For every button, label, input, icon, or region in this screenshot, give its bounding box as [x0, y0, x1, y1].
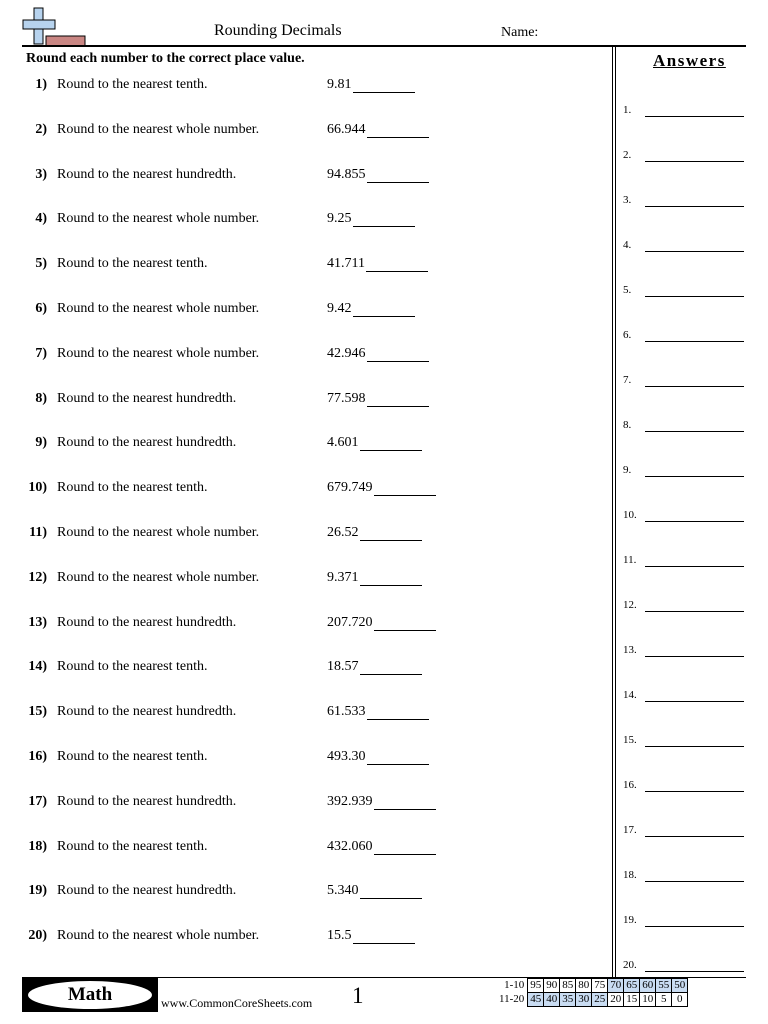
answer-line — [623, 464, 745, 480]
score-row-label: 1-10 — [504, 979, 525, 991]
score-cell: 0 — [672, 993, 688, 1007]
problem-number-value: 9.81 — [327, 77, 352, 92]
problem-text: Round to the nearest hundredth. — [57, 793, 237, 809]
problem-value — [327, 77, 415, 93]
problem-row — [0, 391, 612, 411]
score-cell: 55 — [656, 979, 672, 993]
answer-line — [623, 779, 745, 795]
answer-blank[interactable] — [360, 884, 422, 899]
answer-field[interactable] — [645, 746, 744, 747]
problem-value — [327, 480, 436, 496]
problem-value — [327, 391, 429, 407]
score-cell: 95 — [528, 979, 544, 993]
problem-row — [0, 570, 612, 590]
problem-number: 9) — [35, 435, 47, 451]
answer-line — [623, 959, 745, 975]
answer-number: 7. — [623, 374, 632, 386]
answer-number: 19. — [623, 914, 637, 926]
answer-blank[interactable] — [374, 481, 436, 496]
problem-number: 16) — [28, 749, 47, 764]
problem-number-value: 66.944 — [327, 121, 366, 137]
problem-number: 15) — [28, 704, 47, 720]
answer-field[interactable] — [645, 431, 744, 432]
problem-row — [0, 256, 612, 276]
score-table — [499, 978, 688, 1007]
answer-number: 1. — [623, 104, 632, 116]
problem-text: Round to the nearest whole number. — [57, 121, 260, 137]
problem-value — [327, 794, 436, 810]
problem-number: 13) — [28, 614, 47, 630]
answer-field[interactable] — [645, 521, 744, 522]
problem-number-value: 94.855 — [327, 166, 366, 182]
problem-number-value: 9.25 — [327, 211, 352, 227]
problem-text: Round to the nearest hundredth. — [57, 883, 237, 899]
problem-row — [0, 480, 612, 500]
score-cell: 5 — [656, 993, 672, 1007]
answer-blank[interactable] — [367, 347, 429, 362]
problem-text: Round to the nearest hundredth. — [57, 704, 237, 720]
answer-line — [623, 554, 745, 570]
score-cell: 10 — [640, 993, 656, 1007]
problem-number: 12) — [28, 569, 47, 585]
answer-line — [623, 329, 745, 345]
problem-number-value: 61.533 — [327, 704, 366, 720]
score-cell: 40 — [544, 993, 560, 1007]
answer-line — [623, 509, 745, 525]
problem-value — [327, 704, 429, 720]
problem-text: Round to the nearest whole number. — [57, 345, 260, 361]
answer-number: 5. — [623, 284, 632, 296]
problem-row — [0, 704, 612, 724]
problem-number: 5) — [35, 256, 47, 272]
problem-row — [0, 749, 612, 769]
problem-row — [0, 659, 612, 679]
answer-line — [623, 914, 745, 930]
answer-blank[interactable] — [360, 660, 422, 675]
answer-field[interactable] — [645, 251, 744, 252]
problem-value — [327, 167, 429, 183]
answer-line — [623, 824, 745, 840]
problem-number-value: 5.340 — [327, 883, 359, 899]
answer-field[interactable] — [645, 836, 744, 837]
answers-title: Answers — [653, 51, 726, 70]
answer-blank[interactable] — [360, 526, 422, 541]
problem-text: Round to the nearest hundredth. — [57, 390, 237, 406]
answer-line — [623, 644, 745, 660]
score-cell: 45 — [528, 993, 544, 1007]
problem-value — [327, 435, 422, 451]
problem-text: Round to the nearest tenth. — [57, 256, 208, 272]
problem-row — [0, 301, 612, 321]
answer-blank[interactable] — [374, 840, 436, 855]
answer-line — [623, 149, 745, 165]
problem-number-value: 41.711 — [327, 256, 365, 272]
problem-value — [327, 525, 422, 541]
score-cell: 20 — [608, 993, 624, 1007]
answer-blank[interactable] — [367, 750, 429, 765]
problem-row — [0, 435, 612, 455]
answer-blank[interactable] — [360, 436, 422, 451]
answer-number: 18. — [623, 869, 637, 881]
answer-blank[interactable] — [353, 78, 415, 93]
answer-field[interactable] — [645, 386, 744, 387]
score-cell: 70 — [608, 979, 624, 993]
problem-number-value: 432.060 — [327, 838, 373, 854]
problem-number-value: 4.601 — [327, 435, 359, 451]
problem-number: 10) — [28, 480, 47, 496]
problem-number: 6) — [35, 301, 47, 316]
score-cell: 35 — [560, 993, 576, 1007]
instructions: Round each number to the correct place value. — [26, 51, 305, 66]
answer-number: 13. — [623, 644, 637, 656]
score-row — [499, 979, 688, 993]
score-cell: 85 — [560, 979, 576, 993]
problem-text: Round to the nearest whole number. — [57, 211, 260, 227]
problem-number-value: 9.42 — [327, 301, 352, 316]
answer-blank[interactable] — [353, 302, 415, 317]
problem-row — [0, 615, 612, 635]
score-cell: 65 — [624, 979, 640, 993]
score-cell: 30 — [576, 993, 592, 1007]
problem-number: 2) — [35, 121, 47, 137]
problem-row — [0, 839, 612, 859]
problem-value — [327, 883, 422, 899]
problem-text: Round to the nearest tenth. — [57, 838, 208, 854]
answer-field[interactable] — [645, 566, 744, 567]
answer-blank[interactable] — [374, 616, 436, 631]
problem-text: Round to the nearest tenth. — [57, 480, 208, 496]
problem-number: 19) — [28, 883, 47, 899]
answer-number: 9. — [623, 464, 632, 476]
answer-number: 16. — [623, 779, 637, 791]
score-cell: 90 — [544, 979, 560, 993]
problem-number: 3) — [35, 166, 47, 182]
problem-value — [327, 659, 422, 675]
problem-text: Round to the nearest hundredth. — [57, 166, 237, 182]
answer-line — [623, 104, 745, 120]
problem-number-value: 679.749 — [327, 480, 373, 496]
answer-blank[interactable] — [367, 705, 429, 720]
problem-number-value: 9.371 — [327, 569, 359, 585]
answer-number: 6. — [623, 329, 632, 341]
problem-row — [0, 167, 612, 187]
answer-field[interactable] — [645, 656, 744, 657]
worksheet-title: Rounding Decimals — [214, 22, 342, 39]
answer-field[interactable] — [645, 881, 744, 882]
problem-value — [327, 615, 436, 631]
problem-row — [0, 122, 612, 142]
answer-field[interactable] — [645, 476, 744, 477]
answer-blank[interactable] — [367, 392, 429, 407]
answer-number: 20. — [623, 959, 637, 971]
problem-number: 7) — [35, 345, 47, 361]
answer-number: 15. — [623, 734, 637, 746]
answer-number: 17. — [623, 824, 637, 836]
answer-field[interactable] — [645, 791, 744, 792]
problem-value — [327, 301, 415, 317]
problem-text: Round to the nearest whole number. — [57, 569, 260, 585]
problem-text: Round to the nearest hundredth. — [57, 614, 237, 630]
problem-text: Round to the nearest tenth. — [57, 77, 208, 92]
answer-field[interactable] — [645, 296, 744, 297]
score-row — [499, 993, 688, 1007]
problem-row — [0, 525, 612, 545]
problem-number: 18) — [28, 838, 47, 854]
problem-text: Round to the nearest whole number. — [57, 525, 260, 540]
problem-number: 4) — [35, 211, 47, 227]
answer-field[interactable] — [645, 206, 744, 207]
problem-value — [327, 839, 436, 855]
problem-number-value: 392.939 — [327, 793, 373, 809]
problem-text: Round to the nearest whole number. — [57, 301, 260, 316]
answer-line — [623, 599, 745, 615]
answer-field[interactable] — [645, 611, 744, 612]
problem-number: 8) — [35, 390, 47, 406]
problem-number-value: 18.57 — [327, 659, 359, 675]
problem-text: Round to the nearest tenth. — [57, 659, 208, 675]
answer-field[interactable] — [645, 926, 744, 927]
answer-field[interactable] — [645, 161, 744, 162]
answer-number: 11. — [623, 554, 637, 566]
problem-number: 20) — [28, 928, 47, 944]
score-cell: 25 — [592, 993, 608, 1007]
problem-value — [327, 346, 429, 362]
answer-line — [623, 689, 745, 705]
problem-text: Round to the nearest tenth. — [57, 749, 208, 764]
answer-line — [623, 374, 745, 390]
problem-text: Round to the nearest whole number. — [57, 928, 260, 944]
problem-row — [0, 794, 612, 814]
answer-field[interactable] — [645, 341, 744, 342]
answer-field[interactable] — [645, 701, 744, 702]
answer-number: 14. — [623, 689, 637, 701]
problem-row — [0, 77, 612, 97]
problem-value — [327, 749, 429, 765]
answer-line — [623, 734, 745, 750]
answer-blank[interactable] — [367, 168, 429, 183]
answer-line — [623, 194, 745, 210]
problem-number-value: 42.946 — [327, 345, 366, 361]
problem-row — [0, 928, 612, 948]
answer-number: 2. — [623, 149, 632, 161]
problem-number-value: 493.30 — [327, 749, 366, 764]
problem-row — [0, 346, 612, 366]
problem-number: 17) — [28, 793, 47, 809]
answer-line — [623, 284, 745, 300]
name-label: Name: — [501, 25, 539, 40]
answer-blank[interactable] — [374, 795, 436, 810]
answer-blank[interactable] — [353, 929, 415, 944]
problem-value — [327, 211, 415, 227]
header-rule — [22, 45, 746, 47]
problem-value — [327, 122, 429, 138]
answer-field[interactable] — [645, 116, 744, 117]
answer-number: 10. — [623, 509, 637, 521]
answer-number: 3. — [623, 194, 632, 206]
answer-blank[interactable] — [366, 257, 428, 272]
problem-number-value: 77.598 — [327, 390, 366, 406]
score-cell: 80 — [576, 979, 592, 993]
answer-blank[interactable] — [353, 212, 415, 227]
problem-value — [327, 570, 422, 586]
problem-number: 1) — [35, 77, 47, 92]
problem-number-value: 207.720 — [327, 614, 373, 630]
answer-line — [623, 419, 745, 435]
plus-minus-logo-icon — [22, 6, 86, 48]
answer-field[interactable] — [645, 971, 744, 972]
answer-number: 12. — [623, 599, 637, 611]
problem-value — [327, 256, 428, 272]
problem-text: Round to the nearest hundredth. — [57, 435, 237, 451]
problem-number: 11) — [29, 525, 47, 540]
score-cell: 50 — [672, 979, 688, 993]
answer-blank[interactable] — [367, 123, 429, 138]
problem-number-value: 15.5 — [327, 928, 352, 944]
answer-number: 8. — [623, 419, 632, 431]
score-cell: 75 — [592, 979, 608, 993]
problem-row — [0, 211, 612, 231]
page-number: 1 — [352, 983, 364, 1008]
column-divider — [612, 47, 613, 977]
answer-number: 4. — [623, 239, 632, 251]
score-row-label: 11-20 — [499, 993, 525, 1005]
math-badge-label: Math — [28, 981, 152, 1009]
website-link: www.CommonCoreSheets.com — [161, 996, 313, 1010]
problem-value — [327, 928, 415, 944]
score-cell: 15 — [624, 993, 640, 1007]
problem-row — [0, 883, 612, 903]
answer-line — [623, 239, 745, 255]
problem-number: 14) — [28, 659, 47, 675]
answer-blank[interactable] — [360, 571, 422, 586]
column-divider — [615, 47, 616, 977]
score-cell: 60 — [640, 979, 656, 993]
answer-line — [623, 869, 745, 885]
problem-number-value: 26.52 — [327, 525, 359, 540]
